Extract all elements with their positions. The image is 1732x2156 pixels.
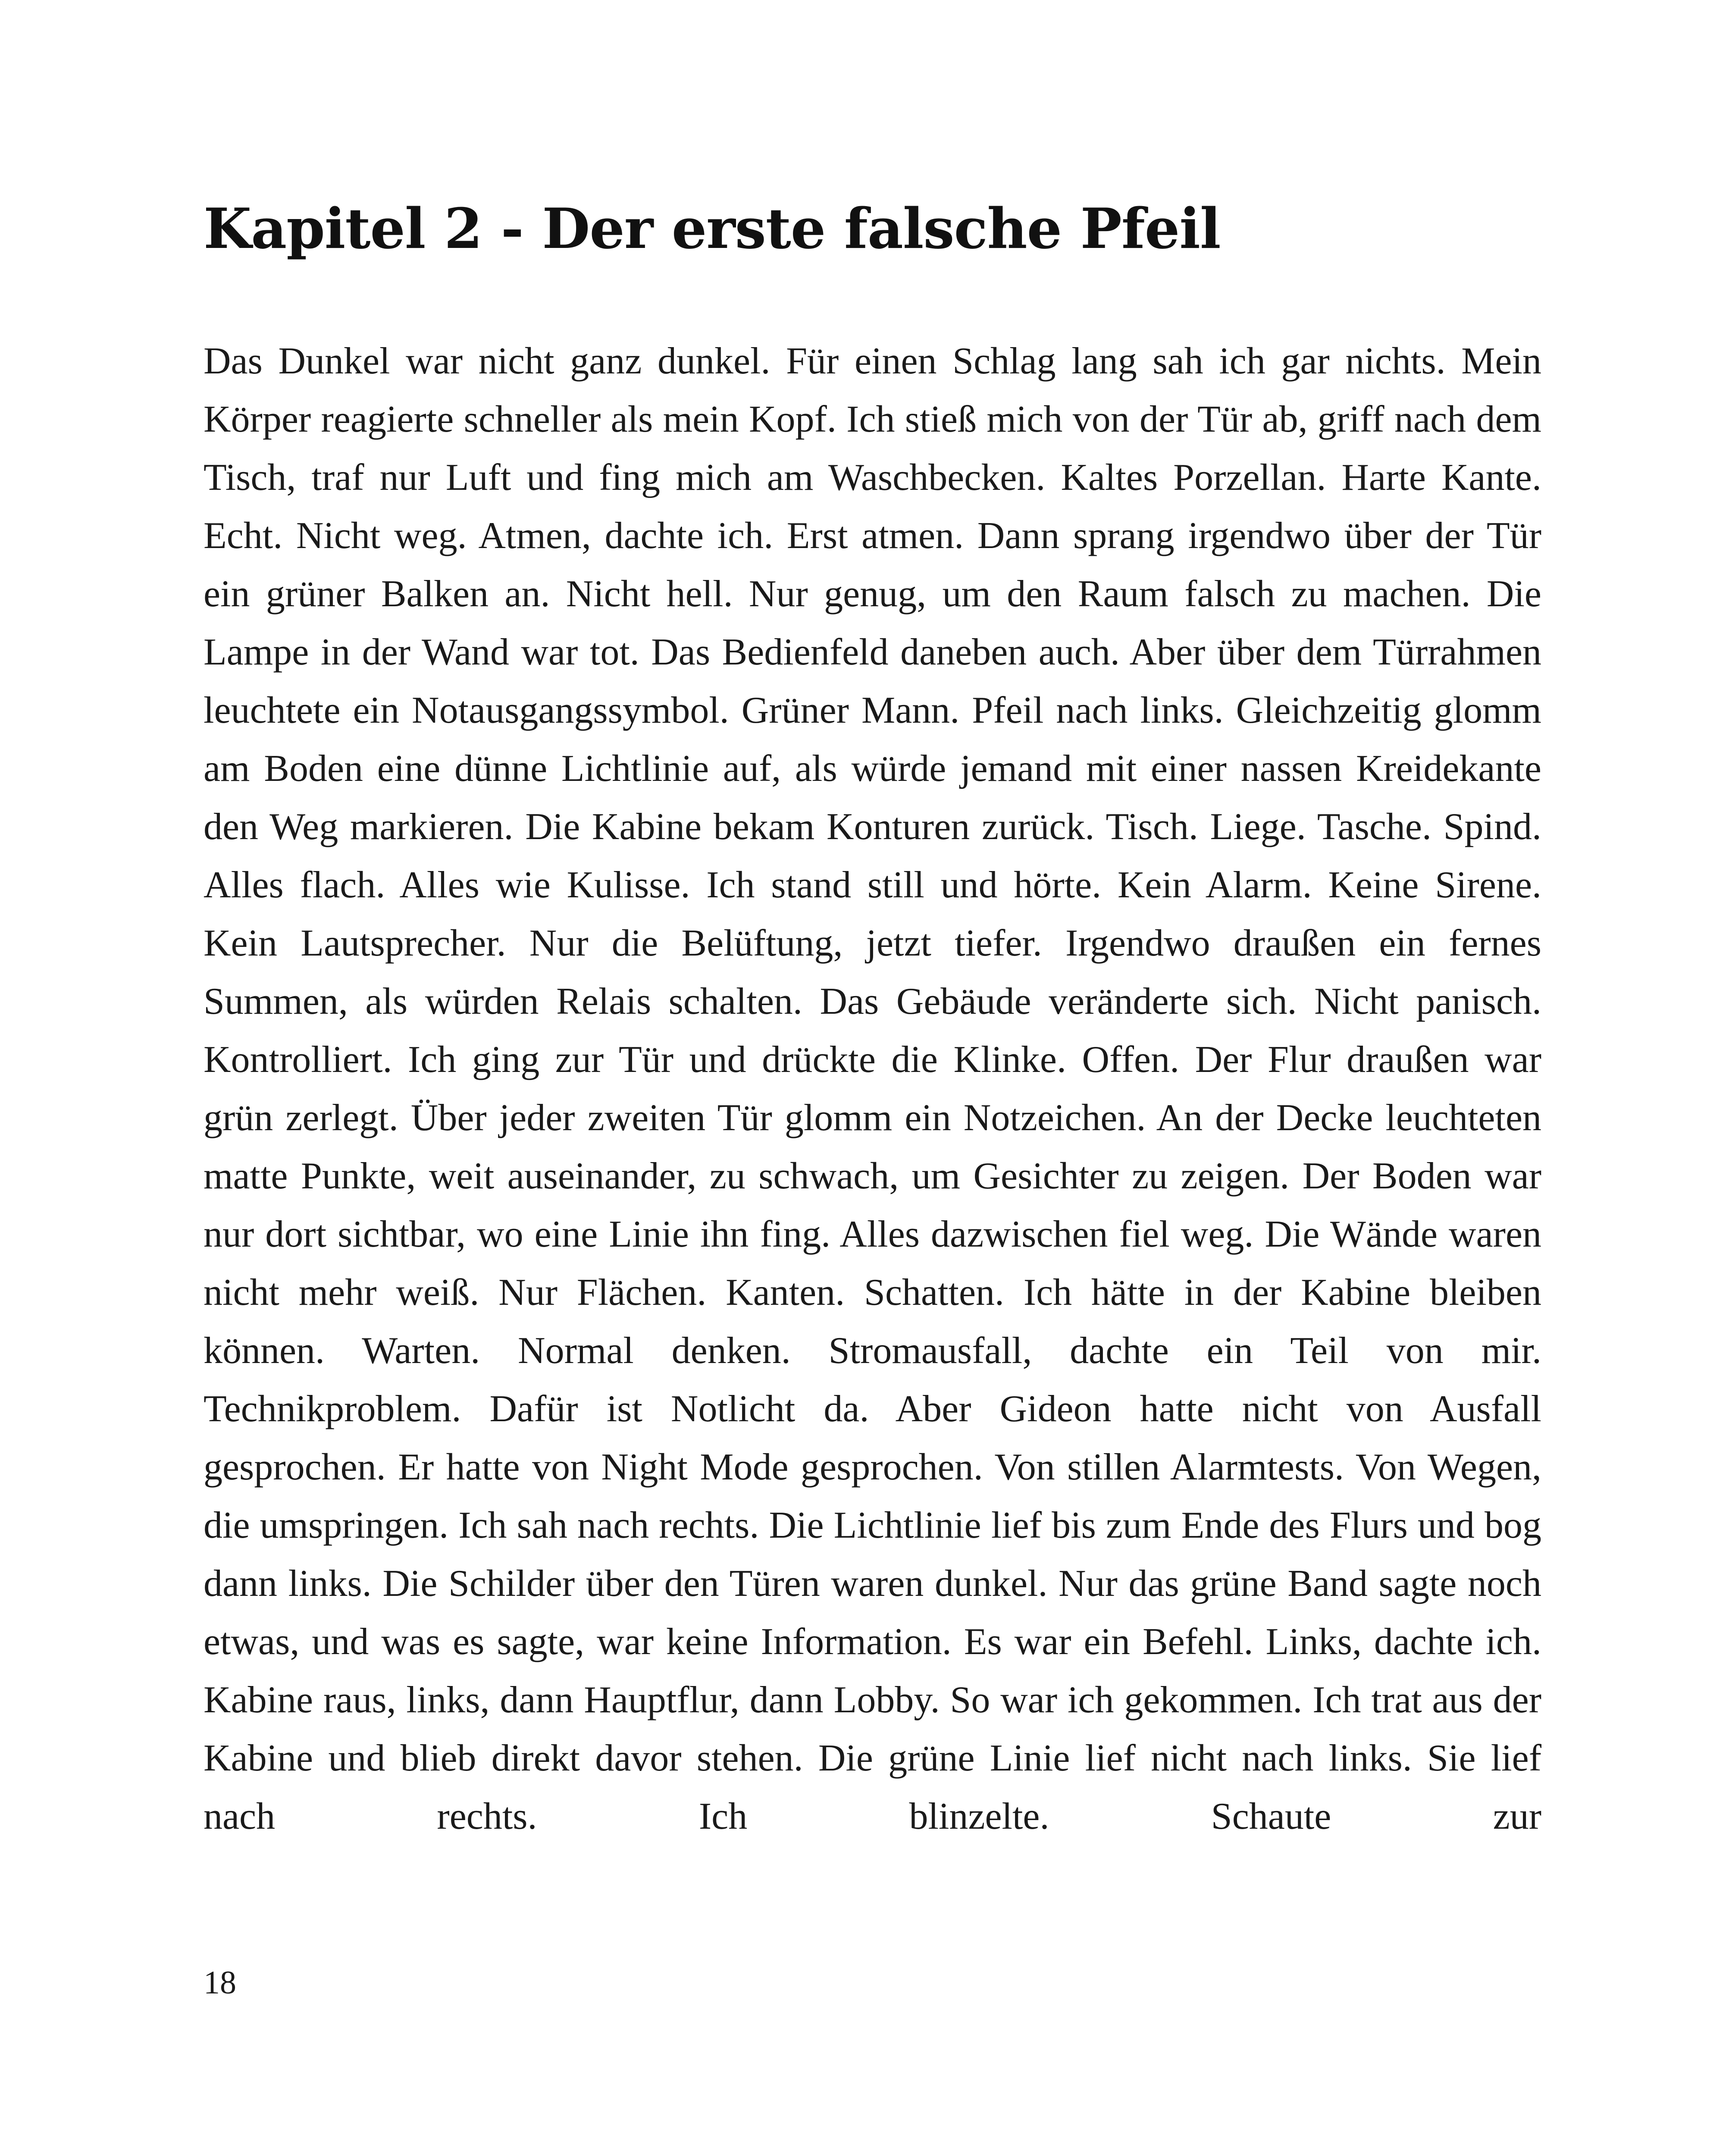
- chapter-title: Kapitel 2 - Der erste falsche Pfeil: [204, 197, 1221, 261]
- body-paragraph: Das Dunkel war nicht ganz dunkel. Für einen Schlag lang sah ich gar nichts. Mein Körper reagierte schneller als mein Kopf. Ich stieß mich von der Tür ab, griff nach dem Tisch, traf nur Luft und fing mich am Waschbecken. Kaltes Porzellan. Harte Kante. Echt. Nicht weg. Atmen, dachte ich. Erst atmen. Dann sprang irgendwo über der Tür ein grüner Balken an. Nicht hell. Nur genug, um den Raum falsch zu machen. Die Lampe in der Wand war tot. Das Bedienfeld daneben auch. Aber über dem Türrahmen leuchtete ein Notausgangssymbol. Grüner Mann. Pfeil nach links. Gleichzeitig glomm am Boden eine dünne Lichtlinie auf, als würde jemand mit einer nassen Kreidekante den Weg markieren. Die Kabine bekam Konturen zurück. Tisch. Liege. Tasche. Spind. Alles flach. Alles wie Kulisse. Ich stand still und hörte. Kein Alarm. Keine Sirene. Kein Lautsprecher. Nur die Belüftung, jetzt tiefer. Irgendwo draußen ein fernes Summen, als würden Relais schalten. Das Gebäude veränderte sich. Nicht panisch. Kontrolliert. Ich ging zur Tür und drückte die Klinke. Offen. Der Flur draußen war grün zerlegt. Über jeder zweiten Tür glomm ein Notzeichen. An der Decke leuchteten matte Punkte, weit auseinander, zu schwach, um Gesichter zu zeigen. Der Boden war nur dort sichtbar, wo eine Linie ihn fing. Alles dazwischen fiel weg. Die Wände waren nicht mehr weiß. Nur Flächen. Kanten. Schatten. Ich hätte in der Kabine bleiben können. Warten. Normal denken. Stromausfall, dachte ein Teil von mir. Technikproblem. Dafür ist Notlicht da. Aber Gideon hatte nicht von Ausfall gesprochen. Er hatte von Night Mode gesprochen. Von stillen Alarmtests. Von Wegen, die umspringen. Ich sah nach rechts. Die Lichtlinie lief bis zum Ende des Flurs und bog dann links. Die Schilder über den Türen waren dunkel. Nur das grüne Band sagte noch etwas, und was es sagte, war keine Information. Es war ein Befehl. Links, dachte ich. Kabine raus, links, dann Hauptflur, dann Lobby. So war ich gekommen. Ich trat aus der Kabine und blieb direkt davor stehen. Die grüne Linie lief nicht nach links. Sie lief nach rechts. Ich blinzelte. Schaute zur: [204, 340, 1541, 1837]
- page-number: 18: [204, 1965, 236, 2001]
